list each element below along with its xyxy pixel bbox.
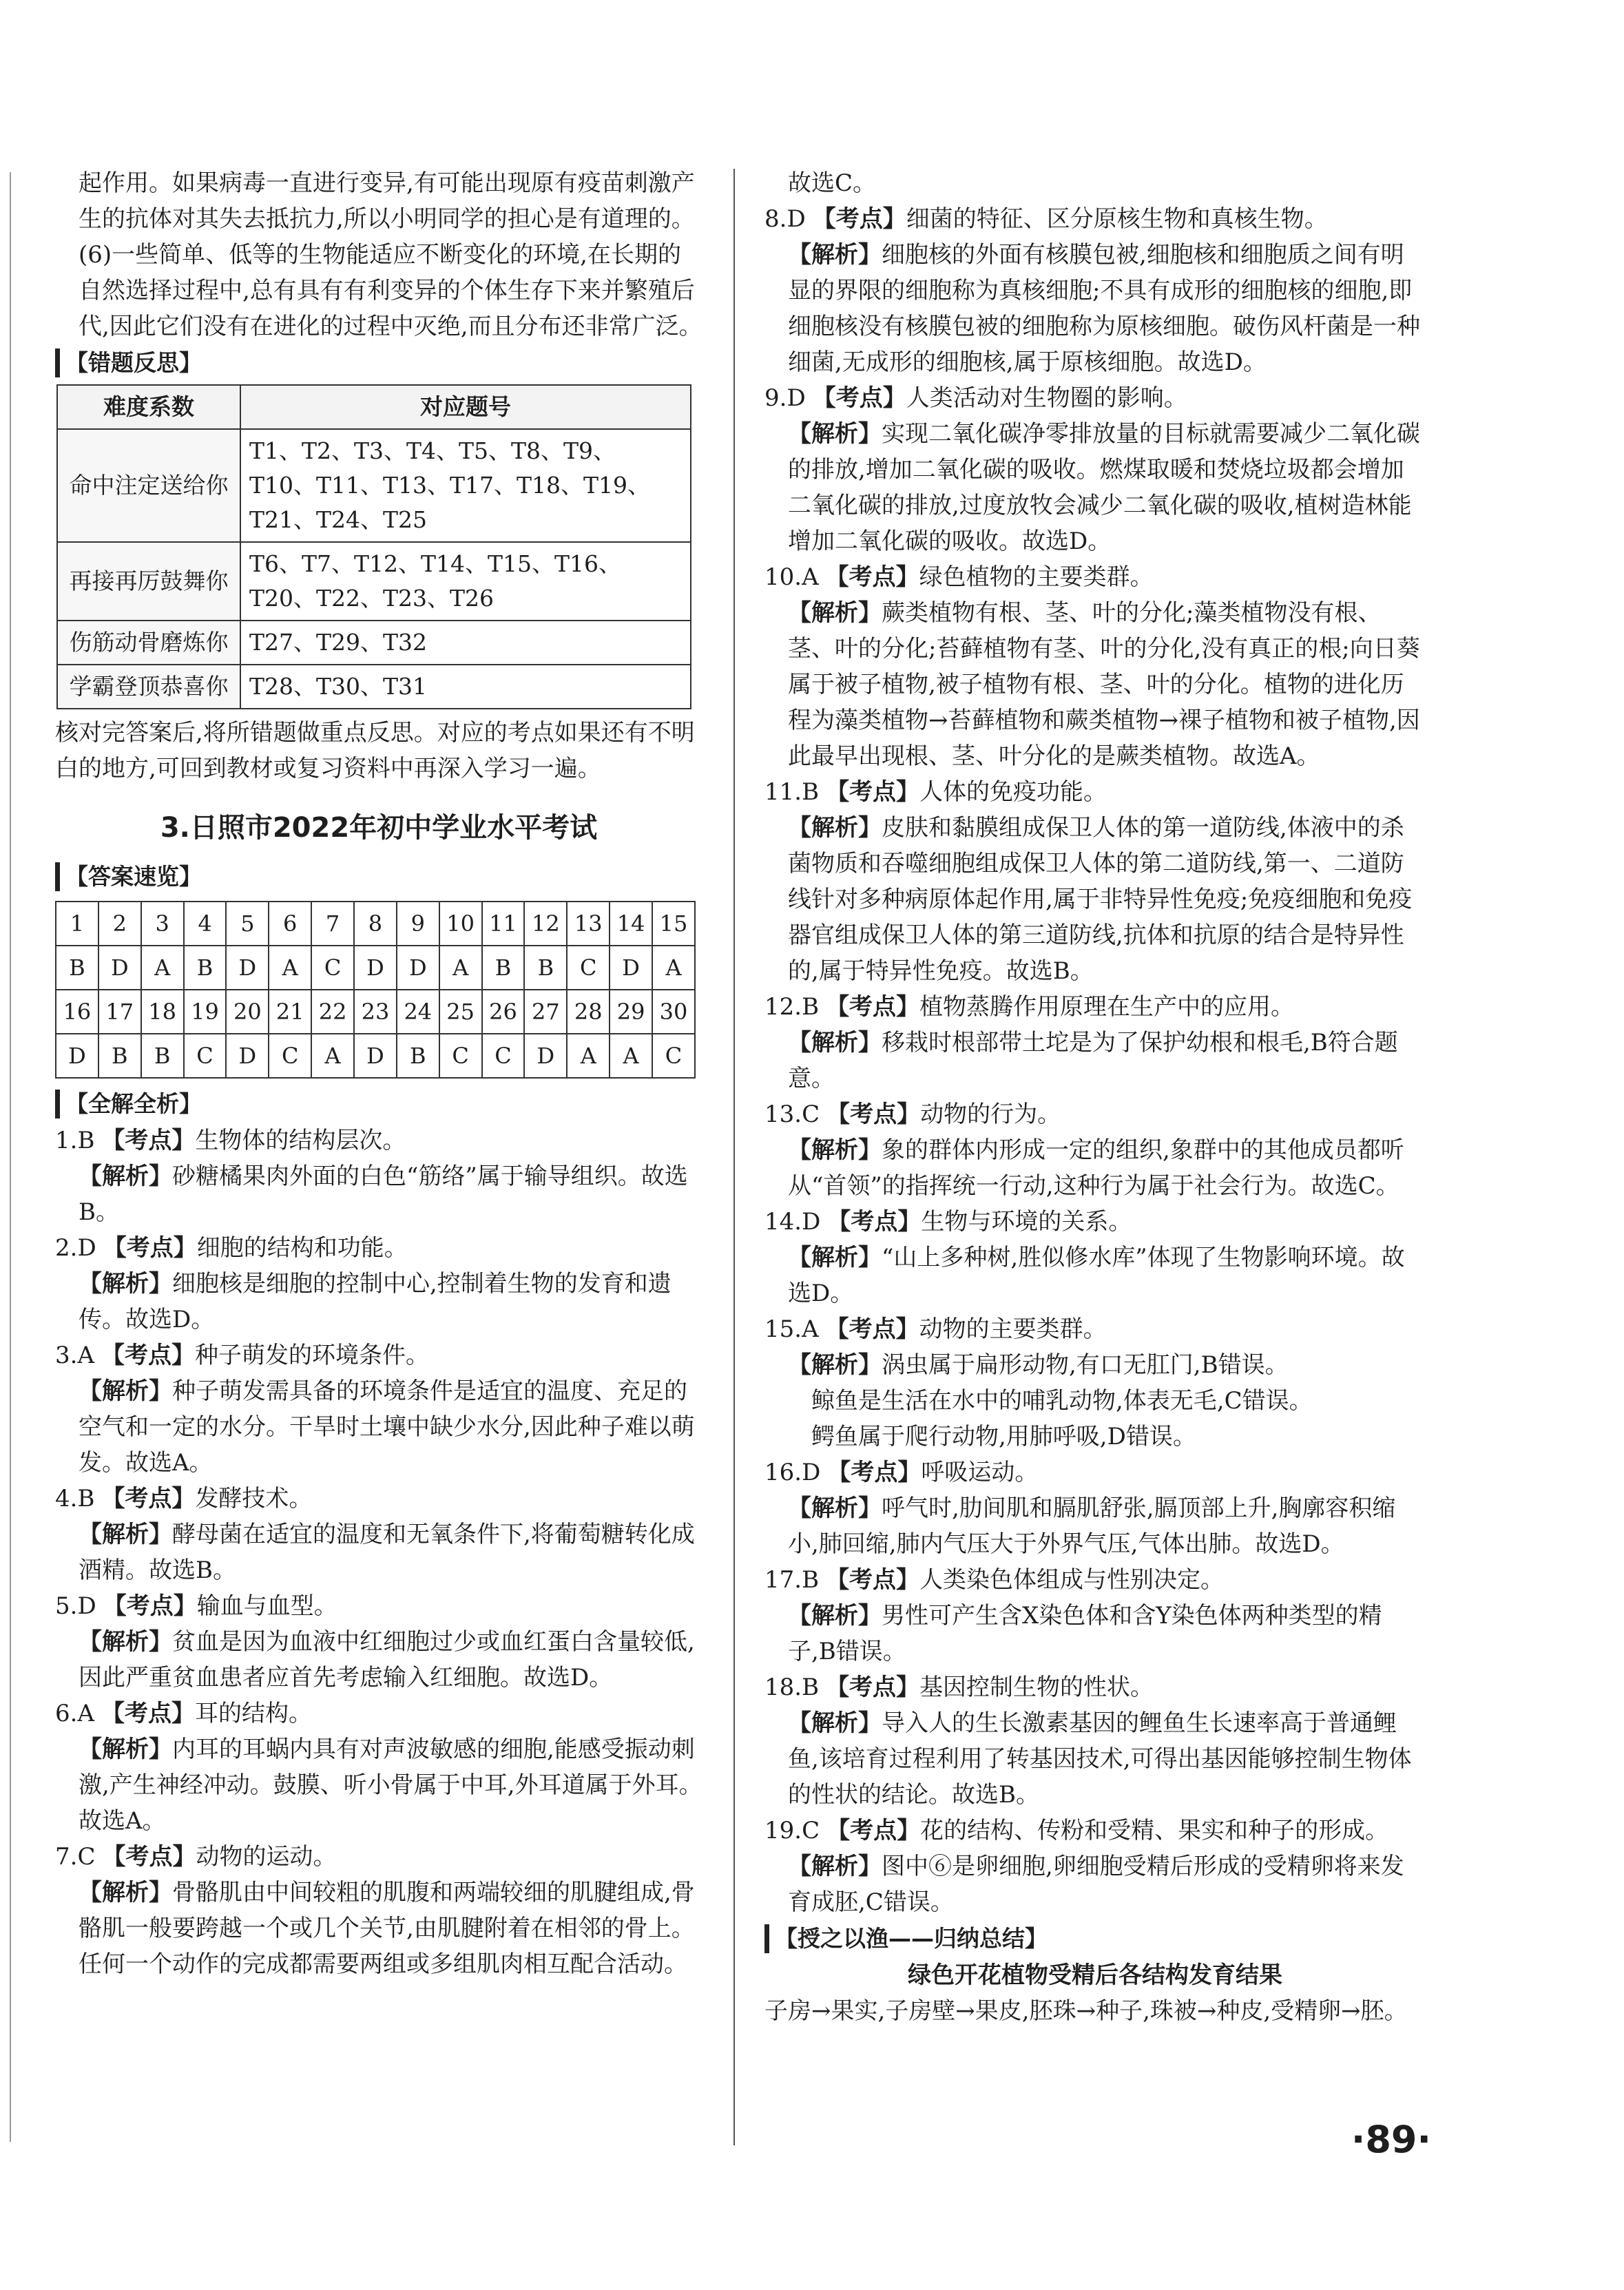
kaodian-label: 【考点】 xyxy=(826,1101,921,1128)
table-row xyxy=(57,385,691,429)
summary-title: 【授之以渔——归纳总结】 xyxy=(764,1924,1048,1953)
answer-number: 4 xyxy=(184,902,227,946)
kaodian-label: 【考点】 xyxy=(102,1843,196,1871)
kaodian-label: 【考点】 xyxy=(826,1566,920,1594)
summary-text: 子房→果实,子房壁→果皮,胚珠→种子,珠被→种皮,受精卵→胚。 xyxy=(764,1997,1408,2025)
answer-number: 2 xyxy=(98,902,141,946)
answer-letter: D xyxy=(226,946,269,990)
answer-row-1 xyxy=(56,946,695,990)
item-number: 10.A xyxy=(764,563,819,591)
intro-para-2: (6)一些简单、低等的生物能适应不断变化的环境,在长期的自然选择过程中,总有具有有利变异的个体生存下来并繁殖后代,因此它们没有在进化的过程中灭绝,而且分布还非常广泛。 xyxy=(79,241,702,340)
answer-letter: D xyxy=(397,946,439,990)
analysis-item-header xyxy=(764,1562,1426,1598)
item-number: 14.D xyxy=(764,1208,821,1236)
jiexi-text: 呼气时,肋间肌和膈肌舒张,膈顶部上升,胸廓容积缩小,肺回缩,肺内气压大于外界气压,气体出肺。故选D。 xyxy=(788,1495,1396,1558)
jiexi-label: 【解析】 xyxy=(788,1136,882,1164)
answer-number: 16 xyxy=(56,990,98,1034)
jiexi-text: 导入人的生长激素基因的鲤鱼生长速率高于普通鲤鱼,该培育过程利用了转基因技术,可得出基因能够控制生物体的性状的结论。故选B。 xyxy=(788,1709,1412,1809)
kaodian-label: 【考点】 xyxy=(812,384,906,412)
jiexi-paragraph xyxy=(764,1132,1426,1204)
jiexi-text: 细胞核是细胞的控制中心,控制着生物的发育和遗传。故选D。 xyxy=(79,1270,672,1333)
item-number: 16.D xyxy=(764,1459,821,1486)
analysis-item-header xyxy=(764,1311,1426,1347)
jiexi-text: 实现二氧化碳净零排放量的目标就需要减少二氧化碳的排放,增加二氧化碳的吸收。燃煤取暖和焚烧垃圾都会增加二氧化碳的排放,过度放牧会减少二氧化碳的吸收,植树造林能增加二氧化碳的吸收。故选D。 xyxy=(788,420,1420,555)
jiexi-paragraph xyxy=(55,1731,702,1839)
jiexi-label: 【解析】 xyxy=(788,1709,882,1737)
answer-number: 7 xyxy=(311,902,354,946)
jiexi-paragraph xyxy=(764,810,1426,989)
jiexi-paragraph xyxy=(764,237,1426,380)
kaodian-text: 细菌的特征、区分原核生物和真核生物。 xyxy=(906,205,1328,233)
item-number: 13.C xyxy=(764,1101,820,1128)
kaodian-text: 花的结构、传粉和受精、果实和种子的形成。 xyxy=(920,1817,1389,1844)
jiexi-label: 【解析】 xyxy=(788,599,882,627)
item-number: 17.B xyxy=(764,1566,820,1594)
left-margin-line xyxy=(10,172,11,2142)
answer-letter: B xyxy=(482,946,525,990)
answer-number: 26 xyxy=(482,990,525,1034)
answer-letter: A xyxy=(439,946,482,990)
kaodian-text: 人类染色体组成与性别决定。 xyxy=(919,1566,1225,1594)
answer-num-row-2 xyxy=(56,990,695,1034)
item-number: 3.A xyxy=(55,1342,94,1369)
answer-number: 25 xyxy=(439,990,482,1034)
jiexi-paragraph xyxy=(55,1373,702,1481)
analysis-item-header xyxy=(55,1230,702,1266)
answer-letter: A xyxy=(269,946,311,990)
jiexi-text: 鲸鱼是生活在水中的哺乳动物,体表无毛,C错误。 xyxy=(811,1387,1313,1415)
answer-number: 14 xyxy=(610,902,652,946)
item-number: 9.D xyxy=(764,384,806,412)
kaodian-text: 人体的免疫功能。 xyxy=(919,778,1107,806)
jiexi-paragraph xyxy=(764,1705,1426,1813)
answer-letter: B xyxy=(141,1034,184,1078)
jiexi-text: 砂糖橘果肉外面的白色“筋络”属于输导组织。故选B。 xyxy=(79,1163,688,1226)
jiexi-text: 移栽时根部带土坨是为了保护幼根和根毛,B符合题意。 xyxy=(788,1029,1398,1092)
kaodian-text: 生物与环境的关系。 xyxy=(921,1208,1132,1236)
table-row xyxy=(57,429,691,542)
jiexi-paragraph xyxy=(764,1419,1426,1455)
jiexi-paragraph xyxy=(764,1490,1426,1562)
answer-number: 12 xyxy=(524,902,567,946)
answer-letter: A xyxy=(610,1034,652,1078)
reflect-title: 【错题反思】 xyxy=(55,348,202,377)
kaodian-label: 【考点】 xyxy=(826,778,920,806)
kaodian-label: 【考点】 xyxy=(827,1208,922,1236)
item-number: 8.D xyxy=(764,205,806,233)
reflect-items: T27、T29、T32 xyxy=(240,621,691,665)
table-row xyxy=(57,621,691,665)
kaodian-label: 【考点】 xyxy=(826,993,920,1021)
answer-letter: D xyxy=(354,1034,397,1078)
jiexi-label: 【解析】 xyxy=(79,1736,172,1763)
reflect-items: T6、T7、T12、T14、T15、T16、T20、T22、T23、T26 xyxy=(240,542,691,621)
answer-letter: C xyxy=(482,1034,525,1078)
answer-number: 24 xyxy=(397,990,439,1034)
jiexi-text: 骨骼肌由中间较粗的肌腹和两端较细的肌腱组成,骨骼肌一般要跨越一个或几个关节,由肌腱附着在相邻的骨上。任何一个动作的完成都需要两组或多组肌肉相互配合活动。 xyxy=(79,1879,695,1978)
answer-title: 【答案速览】 xyxy=(55,862,202,891)
answer-letter: C xyxy=(269,1034,311,1078)
kaodian-text: 种子萌发的环境条件。 xyxy=(195,1342,429,1369)
reflect-header-level: 难度系数 xyxy=(57,385,240,429)
jiexi-paragraph xyxy=(764,1598,1426,1669)
item-number: 1.B xyxy=(55,1127,95,1154)
intro-para-1: 起作用。如果病毒一直进行变异,有可能出现原有疫苗刺激产生的抗体对其失去抵抗力,所以小明同学的担心是有道理的。 xyxy=(79,169,695,233)
jiexi-label: 【解析】 xyxy=(79,1377,172,1405)
analysis-item-header xyxy=(764,559,1426,595)
kaodian-label: 【考点】 xyxy=(101,1127,196,1154)
left-column xyxy=(55,165,702,1982)
item-number: 5.D xyxy=(55,1592,96,1620)
jiexi-label: 【解析】 xyxy=(79,1521,172,1548)
analysis-item-header xyxy=(55,1123,702,1158)
full-analysis-title: 【全解全析】 xyxy=(55,1090,202,1118)
answer-letter: A xyxy=(141,946,184,990)
kaodian-label: 【考点】 xyxy=(826,1674,920,1701)
jiexi-text: 图中⑥是卵细胞,卵细胞受精后形成的受精卵将来发育成胚,C错误。 xyxy=(788,1853,1404,1916)
jiexi-paragraph xyxy=(764,1240,1426,1311)
jiexi-label: 【解析】 xyxy=(79,1628,172,1656)
answer-number: 8 xyxy=(354,902,397,946)
answer-number: 21 xyxy=(269,990,311,1034)
analysis-item-header xyxy=(764,1669,1426,1705)
table-row xyxy=(57,665,691,709)
page-number: ·89· xyxy=(1351,2118,1431,2161)
kaodian-text: 输血与血型。 xyxy=(196,1592,337,1620)
item-number: 19.C xyxy=(764,1817,820,1844)
jiexi-paragraph xyxy=(55,1158,702,1230)
jiexi-paragraph xyxy=(764,1025,1426,1096)
jiexi-label: 【解析】 xyxy=(788,814,882,842)
right-column xyxy=(764,165,1426,2029)
reflect-level: 学霸登顶恭喜你 xyxy=(57,665,240,709)
answer-letter: A xyxy=(311,1034,354,1078)
answer-number: 28 xyxy=(567,990,610,1034)
kaodian-text: 人类活动对生物圈的影响。 xyxy=(906,384,1187,412)
jiexi-label: 【解析】 xyxy=(788,1853,882,1880)
answer-number: 13 xyxy=(567,902,610,946)
answer-letter: D xyxy=(610,946,652,990)
answer-number: 6 xyxy=(269,902,311,946)
kaodian-text: 植物蒸腾作用原理在生产中的应用。 xyxy=(919,993,1295,1021)
jiexi-label: 【解析】 xyxy=(788,420,882,448)
kaodian-label: 【考点】 xyxy=(812,205,906,233)
reflect-items: T1、T2、T3、T4、T5、T8、T9、T10、T11、T13、T17、T18、T19、T21、T24、T25 xyxy=(240,429,691,542)
answer-number: 18 xyxy=(141,990,184,1034)
reflect-level: 再接再厉鼓舞你 xyxy=(57,542,240,621)
answer-letter: B xyxy=(524,946,567,990)
item-number: 7.C xyxy=(55,1843,96,1871)
jiexi-text: 贫血是因为血液中红细胞过少或血红蛋白含量较低,因此严重贫血患者应首先考虑输入红细胞。故选D。 xyxy=(79,1628,695,1692)
left-analysis-list xyxy=(55,1123,702,1982)
kaodian-label: 【考点】 xyxy=(101,1485,196,1512)
jiexi-paragraph xyxy=(764,595,1426,774)
answer-letter: B xyxy=(98,1034,141,1078)
answer-number: 15 xyxy=(652,902,695,946)
jiexi-paragraph xyxy=(55,1517,702,1588)
answer-number: 30 xyxy=(652,990,695,1034)
answer-number: 3 xyxy=(141,902,184,946)
kaodian-text: 耳的结构。 xyxy=(195,1700,312,1727)
jiexi-paragraph xyxy=(55,1266,702,1337)
column-divider xyxy=(733,169,735,2145)
answer-number: 17 xyxy=(98,990,141,1034)
kaodian-label: 【考点】 xyxy=(825,1315,919,1343)
kaodian-text: 呼吸运动。 xyxy=(921,1459,1039,1486)
jiexi-label: 【解析】 xyxy=(788,1602,882,1630)
item-number: 4.B xyxy=(55,1485,95,1512)
jiexi-paragraph xyxy=(764,1849,1426,1920)
answer-letter: A xyxy=(567,1034,610,1078)
analysis-item-header xyxy=(55,1481,702,1517)
answer-number: 11 xyxy=(482,902,525,946)
answer-number: 10 xyxy=(439,902,482,946)
kaodian-text: 生物体的结构层次。 xyxy=(195,1127,406,1154)
answer-letter: B xyxy=(184,946,227,990)
kaodian-label: 【考点】 xyxy=(103,1234,197,1262)
reflect-table xyxy=(56,384,691,709)
answer-number: 20 xyxy=(226,990,269,1034)
item-number: 15.A xyxy=(764,1315,819,1343)
analysis-item-header xyxy=(764,989,1426,1025)
answer-number: 1 xyxy=(56,902,98,946)
continued-line: 故选C。 xyxy=(788,169,877,197)
jiexi-label: 【解析】 xyxy=(79,1163,172,1190)
answer-letter: C xyxy=(567,946,610,990)
item-number: 2.D xyxy=(55,1234,96,1262)
answer-letter: D xyxy=(98,946,141,990)
reflect-level: 命中注定送给你 xyxy=(57,429,240,542)
analysis-item-header xyxy=(764,1455,1426,1490)
analysis-item-header xyxy=(55,1588,702,1624)
jiexi-text: 蕨类植物有根、茎、叶的分化;藻类植物没有根、茎、叶的分化;苔藓植物有茎、叶的分化,没有真正的根;向日葵属于被子植物,被子植物有根、茎、叶的分化。植物的进化历程为藻类植物→苔藓植物和蕨类植物→裸子植物和被子植物,因此最早出现根、茎、叶分化的是蕨类植物。故选A。 xyxy=(788,599,1420,770)
answer-number: 27 xyxy=(524,990,567,1034)
jiexi-paragraph xyxy=(764,1383,1426,1419)
jiexi-text: 内耳的耳蜗内具有对声波敏感的细胞,能感受振动刺激,产生神经冲动。鼓膜、听小骨属于中耳,外耳道属于外耳。故选A。 xyxy=(79,1736,702,1835)
jiexi-paragraph xyxy=(764,416,1426,559)
reflect-level: 伤筋动骨磨炼你 xyxy=(57,621,240,665)
answer-number: 23 xyxy=(354,990,397,1034)
jiexi-text: “山上多种树,胜似修水库”体现了生物影响环境。故选D。 xyxy=(788,1244,1405,1307)
summary-subtitle: 绿色开花植物受精后各结构发育结果 xyxy=(908,1961,1282,1989)
answer-number: 9 xyxy=(397,902,439,946)
reflect-items: T28、T30、T31 xyxy=(240,665,691,709)
jiexi-label: 【解析】 xyxy=(788,1495,882,1522)
jiexi-paragraph xyxy=(55,1875,702,1982)
answer-letter: D xyxy=(524,1034,567,1078)
table-row xyxy=(57,542,691,621)
answer-row-2 xyxy=(56,1034,695,1078)
answer-letter: C xyxy=(652,1034,695,1078)
answer-number: 22 xyxy=(311,990,354,1034)
analysis-item-header xyxy=(55,1839,702,1875)
answer-number: 29 xyxy=(610,990,652,1034)
analysis-item-header xyxy=(55,1337,702,1373)
analysis-item-header xyxy=(764,1813,1426,1849)
analysis-item-header xyxy=(764,380,1426,416)
answer-letter: C xyxy=(184,1034,227,1078)
analysis-item-header xyxy=(55,1696,702,1731)
item-number: 11.B xyxy=(764,778,820,806)
answer-letter: D xyxy=(354,946,397,990)
jiexi-label: 【解析】 xyxy=(79,1879,172,1906)
answer-letter: C xyxy=(311,946,354,990)
jiexi-text: 涡虫属于扁形动物,有口无肛门,B错误。 xyxy=(882,1351,1289,1379)
jiexi-text: 男性可产生含X染色体和含Y染色体两种类型的精子,B错误。 xyxy=(788,1602,1382,1665)
answer-letter: C xyxy=(439,1034,482,1078)
answer-letter: D xyxy=(56,1034,98,1078)
kaodian-label: 【考点】 xyxy=(825,563,919,591)
item-number: 6.A xyxy=(55,1700,94,1727)
kaodian-text: 发酵技术。 xyxy=(195,1485,313,1512)
kaodian-label: 【考点】 xyxy=(827,1459,922,1486)
jiexi-label: 【解析】 xyxy=(788,1351,882,1379)
answer-letter: D xyxy=(226,1034,269,1078)
analysis-item-header xyxy=(764,1096,1426,1132)
exam-title: 3.日照市2022年初中学业水平考试 xyxy=(160,812,598,844)
jiexi-text: 种子萌发需具备的环境条件是适宜的温度、充足的空气和一定的水分。干旱时土壤中缺少水分,因此种子难以萌发。故选A。 xyxy=(79,1377,695,1477)
kaodian-text: 基因控制生物的性状。 xyxy=(919,1674,1154,1701)
kaodian-label: 【考点】 xyxy=(826,1817,921,1844)
right-analysis-list xyxy=(764,201,1426,1920)
jiexi-text: 皮肤和黏膜组成保卫人体的第一道防线,体液中的杀菌物质和吞噬细胞组成保卫人体的第二道防线,第一、二道防线针对多种病原体起作用,属于非特异性免疫;免疫细胞和免疫器官组成保卫人体的第三道防线,抗体和抗原的结合是特异性的,属于特异性免疫。故选B。 xyxy=(788,814,1413,985)
reflect-note: 核对完答案后,将所错题做重点反思。对应的考点如果还有不明白的地方,可回到教材或复习资料中再深入学习一遍。 xyxy=(55,719,695,782)
jiexi-paragraph xyxy=(55,1624,702,1696)
kaodian-label: 【考点】 xyxy=(101,1700,195,1727)
jiexi-text: 酵母菌在适宜的温度和无氧条件下,将葡萄糖转化成酒精。故选B。 xyxy=(79,1521,695,1584)
reflect-header-items: 对应题号 xyxy=(240,385,691,429)
analysis-item-header xyxy=(764,1204,1426,1240)
analysis-item-header xyxy=(764,774,1426,810)
kaodian-text: 动物的行为。 xyxy=(920,1101,1061,1128)
jiexi-label: 【解析】 xyxy=(788,241,882,269)
answer-letter: B xyxy=(397,1034,439,1078)
analysis-item-header xyxy=(764,201,1426,237)
answer-letter: B xyxy=(56,946,98,990)
kaodian-text: 绿色植物的主要类群。 xyxy=(919,563,1154,591)
item-number: 12.B xyxy=(764,993,820,1021)
item-number: 18.B xyxy=(764,1674,820,1701)
jiexi-paragraph xyxy=(764,1347,1426,1383)
kaodian-text: 动物的主要类群。 xyxy=(919,1315,1107,1343)
jiexi-label: 【解析】 xyxy=(788,1029,882,1056)
jiexi-text: 象的群体内形成一定的组织,象群中的其他成员都听从“首领”的指挥统一行动,这种行为属于社会行为。故选C。 xyxy=(788,1136,1404,1200)
answer-letter: A xyxy=(652,946,695,990)
jiexi-text: 鳄鱼属于爬行动物,用肺呼吸,D错误。 xyxy=(811,1423,1196,1450)
jiexi-text: 细胞核的外面有核膜包被,细胞核和细胞质之间有明显的界限的细胞称为真核细胞;不具有成形的细胞核的细胞,即细胞核没有核膜包被的细胞称为原核细胞。破伤风杆菌是一种细菌,无成形的细胞核,属于原核细胞。故选D。 xyxy=(788,241,1420,376)
kaodian-text: 细胞的结构和功能。 xyxy=(196,1234,408,1262)
answer-number: 5 xyxy=(226,902,269,946)
kaodian-label: 【考点】 xyxy=(103,1592,197,1620)
kaodian-label: 【考点】 xyxy=(101,1342,195,1369)
kaodian-text: 动物的运动。 xyxy=(196,1843,337,1871)
answer-number: 19 xyxy=(184,990,227,1034)
jiexi-label: 【解析】 xyxy=(79,1270,172,1298)
answer-table xyxy=(55,901,696,1079)
jiexi-label: 【解析】 xyxy=(788,1244,882,1271)
answer-num-row-1 xyxy=(56,902,695,946)
